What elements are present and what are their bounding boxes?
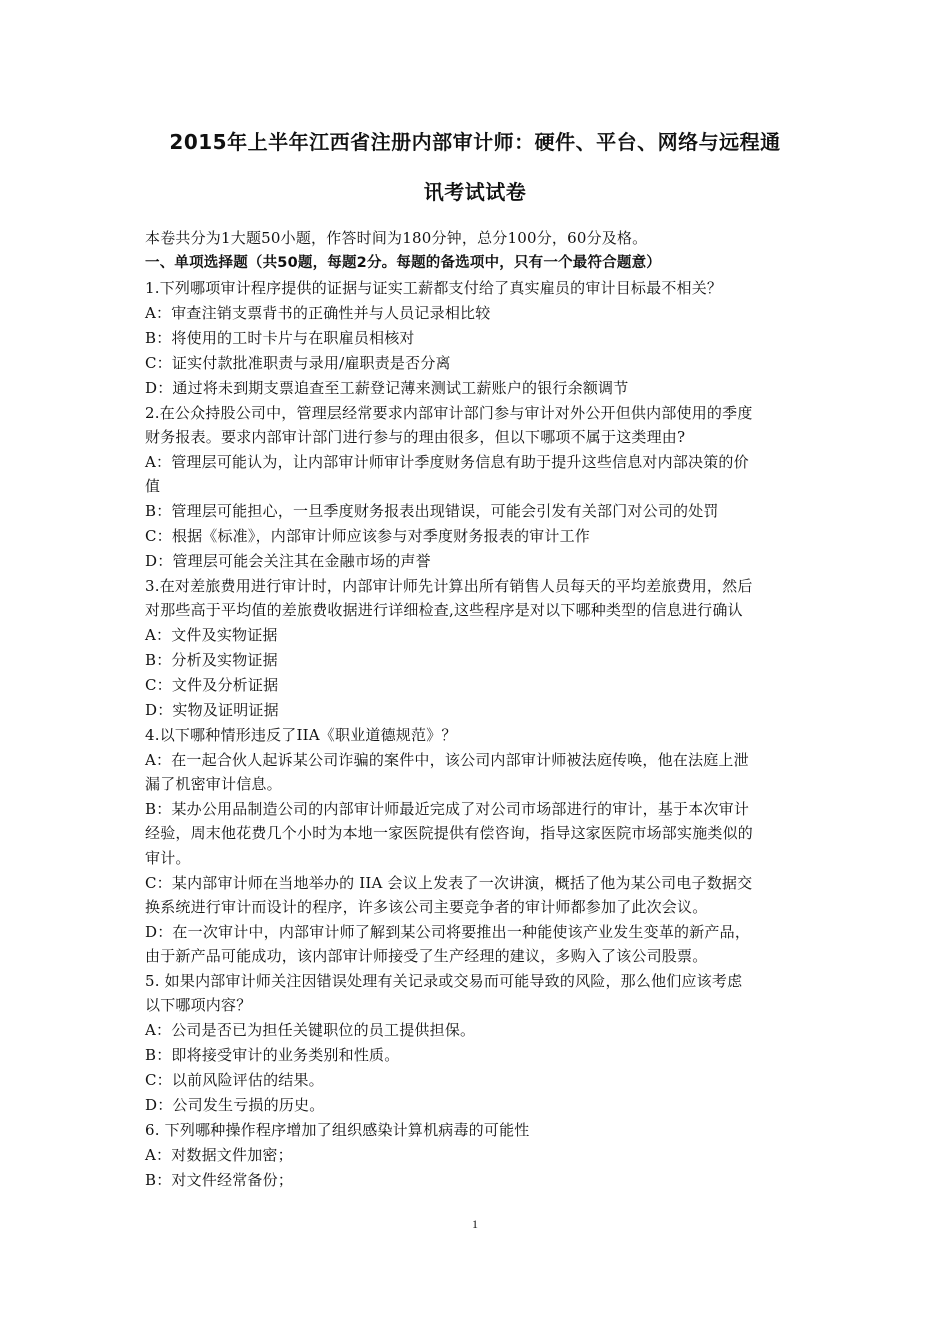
q2-option-d: D：管理层可能会关注其在金融市场的声誉: [145, 552, 431, 570]
q1-option-b: B：将使用的工时卡片与在职雇员相核对: [145, 329, 415, 347]
q2-option-a-line-1: A：管理层可能认为，让内部审计师审计季度财务信息有助于提升这些信息对内部决策的价: [145, 453, 749, 471]
q2-option-b: B：管理层可能担心，一旦季度财务报表出现错误，可能会引发有关部门对公司的处罚: [145, 502, 719, 520]
page-number: 1: [472, 1217, 478, 1231]
q5-option-d: D：公司发生亏损的历史。: [145, 1096, 325, 1114]
exam-info: 本卷共分为1大题50小题，作答时间为180分钟，总分100分，60分及格。: [145, 229, 648, 247]
q5-option-c: C：以前风险评估的结果。: [145, 1071, 324, 1089]
question-5-line-2: 以下哪项内容？: [145, 996, 252, 1014]
q4-option-d-line-2: 由于新产品可能成功，该内部审计师接受了生产经理的建议，多购入了该公司股票。: [145, 947, 708, 965]
q3-option-b: B：分析及实物证据: [145, 651, 278, 669]
q1-option-c: C：证实付款批准职责与录用/雇职责是否分离: [145, 354, 451, 372]
document-title-line-1: 2015年上半年江西省注册内部审计师：硬件、平台、网络与远程通: [169, 130, 781, 154]
q4-option-a-line-1: A：在一起合伙人起诉某公司诈骗的案件中，该公司内部审计师被法庭传唤，他在法庭上泄: [145, 751, 749, 769]
q2-option-a-line-2: 值: [145, 477, 161, 495]
question-4: 4.以下哪种情形违反了IIA《职业道德规范》？: [145, 726, 457, 744]
q4-option-d-line-1: D：在一次审计中，内部审计师了解到某公司将要推出一种能使该产业发生变革的新产品，: [145, 923, 751, 941]
q1-option-a: A：审查注销支票背书的正确性并与人员记录相比较: [145, 304, 491, 322]
q1-option-d: D：通过将未到期支票追查至工薪登记薄来测试工薪账户的银行余额调节: [145, 379, 629, 397]
q6-option-a: A：对数据文件加密；: [145, 1146, 293, 1164]
question-5-line-1: 5. 如果内部审计师关注因错误处理有关记录或交易而可能导致的风险，那么他们应该考虑: [145, 972, 743, 990]
question-6: 6. 下列哪种操作程序增加了组织感染计算机病毒的可能性: [145, 1121, 530, 1139]
document-title-line-2: 讯考试试卷: [423, 180, 527, 204]
question-1: 1.下列哪项审计程序提供的证据与证实工薪都支付给了真实雇员的审计目标最不相关？: [145, 279, 723, 297]
q4-option-b-line-1: B：某办公用品制造公司的内部审计师最近完成了对公司市场部进行的审计，基于本次审计: [145, 800, 750, 818]
q2-option-c: C：根据《标准》，内部审计师应该参与对季度财务报表的审计工作: [145, 527, 590, 545]
q4-option-b-line-2: 经验，周末他花费几个小时为本地一家医院提供有偿咨询，指导这家医院市场部实施类似的: [145, 824, 754, 842]
q3-option-d: D：实物及证明证据: [145, 701, 279, 719]
q4-option-b-line-3: 审计。: [145, 849, 191, 867]
q5-option-b: B：即将接受审计的业务类别和性质。: [145, 1046, 400, 1064]
question-3-line-2: 对那些高于平均值的差旅费收据进行详细检查,这些程序是对以下哪种类型的信息进行确认: [145, 601, 743, 619]
section-heading: 一、单项选择题（共50题，每题2分。每题的备选项中，只有一个最符合题意）: [145, 255, 661, 271]
question-2-line-2: 财务报表。要求内部审计部门进行参与的理由很多，但以下哪项不属于这类理由?: [145, 428, 686, 446]
q6-option-b: B：对文件经常备份；: [145, 1171, 294, 1189]
q5-option-a: A：公司是否已为担任关键职位的员工提供担保。: [145, 1021, 476, 1039]
q3-option-c: C：文件及分析证据: [145, 676, 279, 694]
question-3-line-1: 3.在对差旅费用进行审计时，内部审计师先计算出所有销售人员每天的平均差旅费用，然后: [145, 577, 753, 595]
q4-option-c-line-1: C：某内部审计师在当地举办的 IIA 会议上发表了一次讲演，概括了他为某公司电子数据交: [145, 874, 753, 892]
q4-option-c-line-2: 换系统进行审计而设计的程序，许多该公司主要竞争者的审计师都参加了此次会议。: [145, 898, 708, 916]
q4-option-a-line-2: 漏了机密审计信息。: [145, 775, 282, 793]
question-2-line-1: 2.在公众持股公司中，管理层经常要求内部审计部门参与审计对外公开但供内部使用的季度: [145, 404, 753, 422]
q3-option-a: A：文件及实物证据: [145, 626, 278, 644]
